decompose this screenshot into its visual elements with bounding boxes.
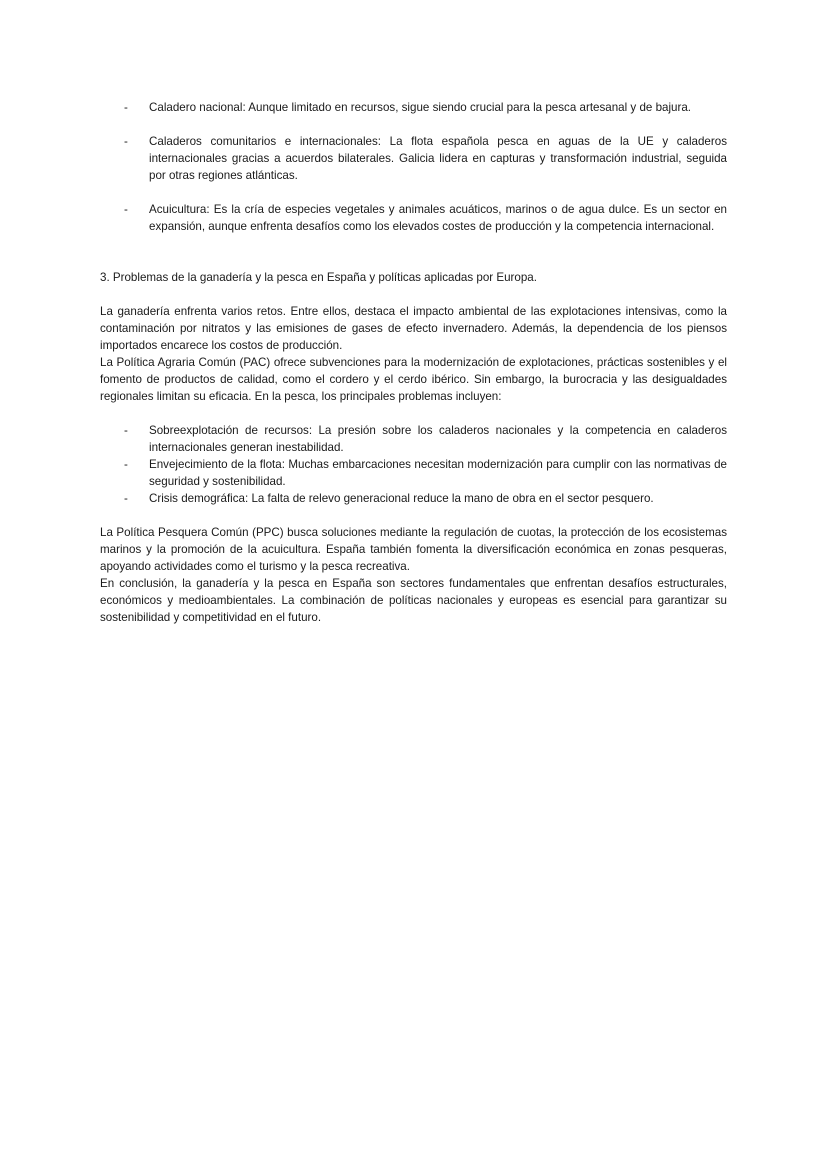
list-item-text: Sobreexplotación de recursos: La presión sobre los caladeros nacionales y la competencia en caladeros internacionales generan inestabilidad.: [149, 424, 727, 454]
list-item-text: Acuicultura: Es la cría de especies vegetales y animales acuáticos, marinos o de agua dulce. Es un sector en expansión, aunque enfrenta desafíos como los elevados costes de producción y la competencia internacional.: [149, 203, 727, 233]
list-dash: -: [124, 203, 128, 216]
list-item: [100, 133, 727, 184]
list-item: [100, 456, 727, 490]
paragraph: La ganadería enfrenta varios retos. Entre ellos, destaca el impacto ambiental de las explotaciones intensivas, como la contaminación por nitratos y las emisiones de gases de efecto invernadero. Además, la dependencia de los piensos importados encarece los costos de producción.: [100, 305, 727, 352]
list-dash: -: [124, 424, 128, 437]
list-dash: -: [124, 101, 128, 114]
list-dash: -: [124, 492, 128, 505]
list-item: [100, 201, 727, 235]
list-item-text: Envejecimiento de la flota: Muchas embarcaciones necesitan modernización para cumplir con las normativas de seguridad y sostenibilidad.: [149, 458, 727, 488]
list-item-text: Caladero nacional: Aunque limitado en recursos, sigue siendo crucial para la pesca artesanal y de bajura.: [149, 101, 692, 114]
fishing-problems-list: [100, 422, 727, 507]
list-dash: -: [124, 458, 128, 471]
paragraph: La Política Pesquera Común (PPC) busca soluciones mediante la regulación de cuotas, la protección de los ecosistemas marinos y la promoción de la acuicultura. España también fomenta la diversificación económica en zonas pesqueras, apoyando actividades como el turismo y la pesca recreativa.: [100, 526, 727, 573]
conclusion-paragraphs: [100, 524, 727, 626]
section-heading: 3. Problemas de la ganadería y la pesca en España y políticas aplicadas por Europa.: [100, 271, 537, 284]
list-item: [100, 490, 727, 507]
problems-paragraphs: [100, 303, 727, 405]
list-item-text: Crisis demográfica: La falta de relevo generacional reduce la mano de obra en el sector pesquero.: [149, 492, 654, 505]
paragraph: La Política Agraria Común (PAC) ofrece subvenciones para la modernización de explotaciones, prácticas sostenibles y el fomento de productos de calidad, como el cordero y el cerdo ibérico. Sin embargo, la burocracia y las desigualdades regionales limitan su eficacia. En la pesca, los principales problemas incluyen:: [100, 356, 727, 403]
list-item: [100, 422, 727, 456]
paragraph: En conclusión, la ganadería y la pesca en España son sectores fundamentales que enfrentan desafíos estructurales, económicos y medioambientales. La combinación de políticas nacionales y europeas es esencial para garantizar su sostenibilidad y competitividad en el futuro.: [100, 577, 727, 624]
list-dash: -: [124, 135, 128, 148]
list-item-text: Caladeros comunitarios e internacionales: La flota española pesca en aguas de la UE y caladeros internacionales gracias a acuerdos bilaterales. Galicia lidera en capturas y transformación industrial, seguida por otras regiones atlánticas.: [149, 135, 727, 182]
document-page: [100, 99, 727, 626]
list-item: [100, 99, 727, 116]
fishing-grounds-list: [100, 99, 727, 235]
